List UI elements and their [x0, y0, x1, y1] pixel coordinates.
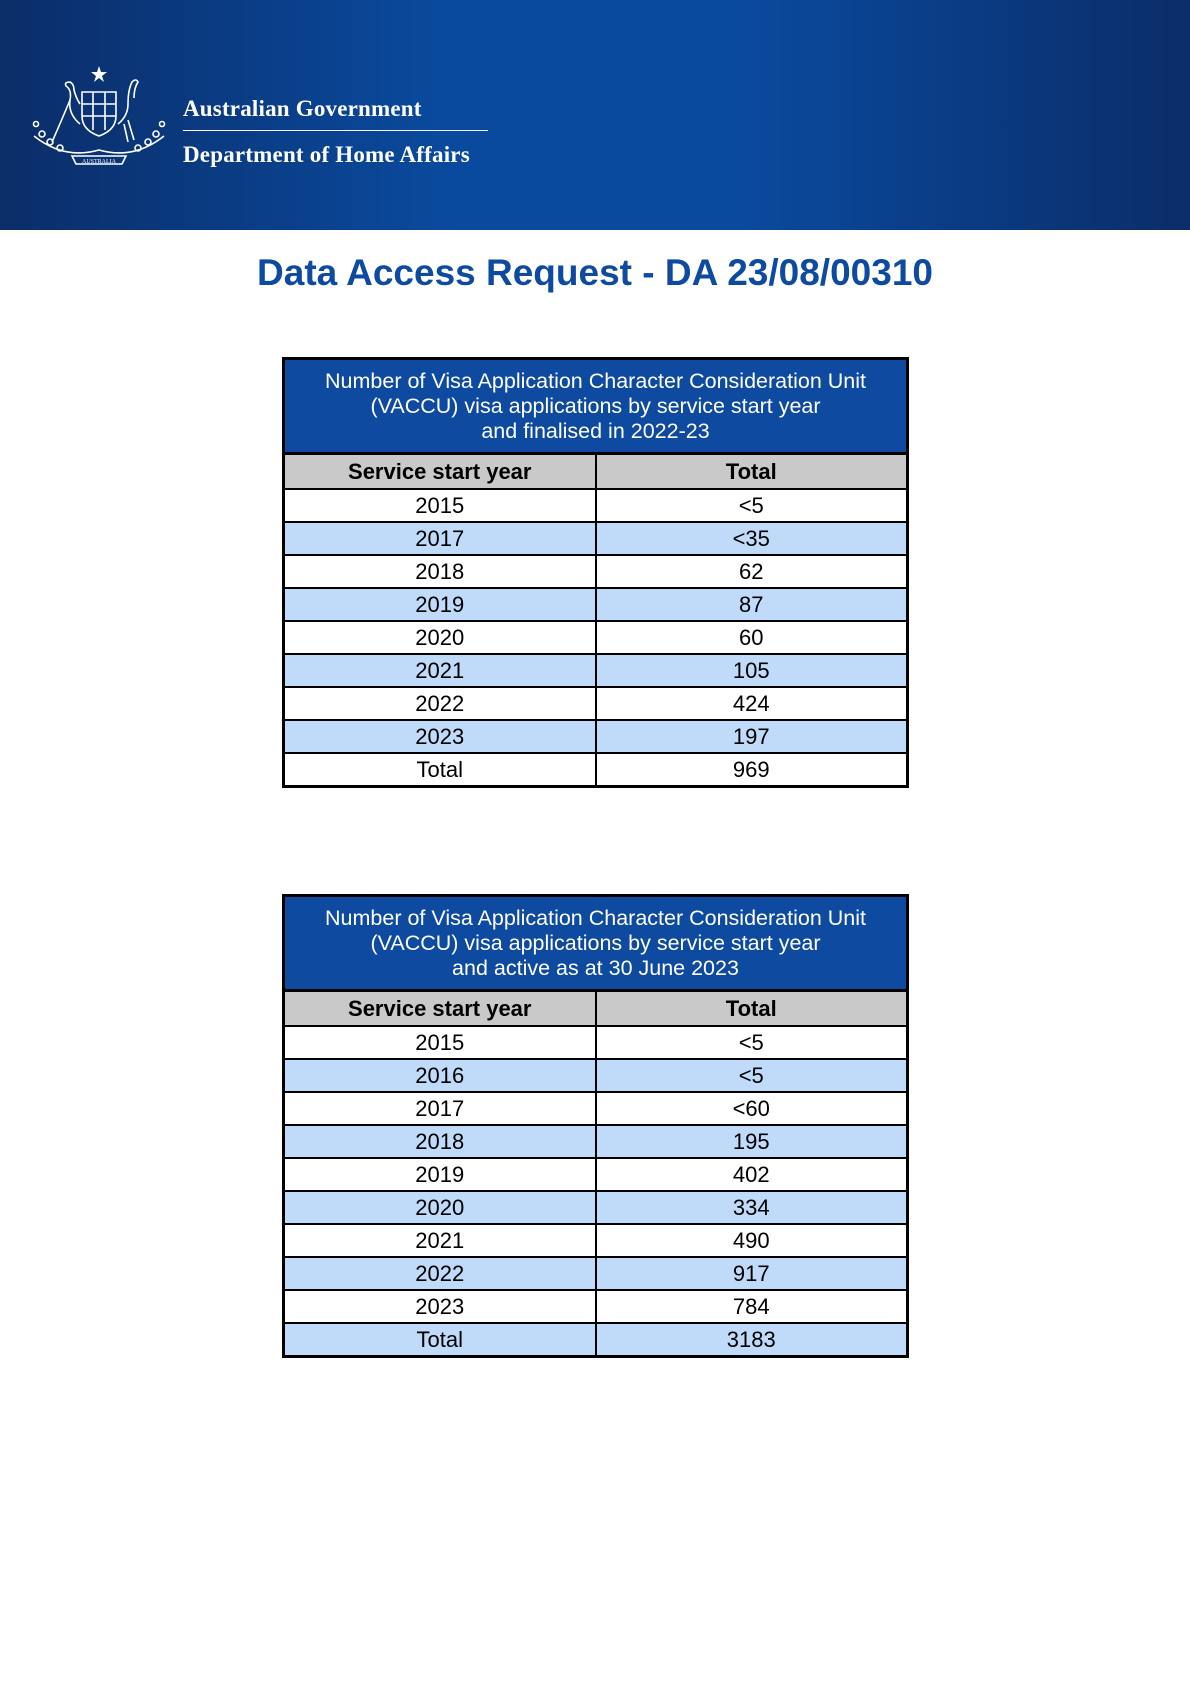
caption-line: (VACCU) visa applications by service start year [370, 394, 821, 418]
year-cell: 2019 [284, 1158, 596, 1191]
year-cell: 2018 [284, 555, 596, 588]
total-cell: 60 [596, 621, 908, 654]
table-row [284, 1224, 908, 1257]
total-cell: 402 [596, 1158, 908, 1191]
caption-line: and finalised in 2022-23 [481, 419, 710, 443]
year-cell: 2017 [284, 1092, 596, 1125]
table-row [284, 1257, 908, 1290]
total-cell: <35 [596, 522, 908, 555]
column-header-total: Total [596, 991, 908, 1027]
table-row [284, 555, 908, 588]
grand-total-cell: 3183 [596, 1323, 908, 1357]
coat-of-arms-icon [24, 64, 174, 174]
year-cell: 2019 [284, 588, 596, 621]
total-cell: 334 [596, 1191, 908, 1224]
total-label-cell: Total [284, 753, 596, 787]
table-row [284, 489, 908, 522]
table-row [284, 1092, 908, 1125]
table-row [284, 1125, 908, 1158]
government-name: Australian Government [183, 96, 422, 121]
total-cell: <60 [596, 1092, 908, 1125]
year-cell: 2023 [284, 720, 596, 753]
year-cell: 2021 [284, 1224, 596, 1257]
year-cell: 2017 [284, 522, 596, 555]
header-divider [183, 130, 488, 131]
total-cell: <5 [596, 1026, 908, 1059]
table-row [284, 1191, 908, 1224]
total-cell: 105 [596, 654, 908, 687]
total-cell: 917 [596, 1257, 908, 1290]
table-row [284, 588, 908, 621]
table-row [284, 720, 908, 753]
column-header-service-start-year: Service start year [284, 991, 596, 1027]
svg-text:AUSTRALIA: AUSTRALIA [82, 159, 116, 165]
year-cell: 2015 [284, 1026, 596, 1059]
table-caption [284, 359, 908, 454]
column-header-total: Total [596, 454, 908, 490]
total-cell: <5 [596, 1059, 908, 1092]
year-cell: 2018 [284, 1125, 596, 1158]
document-title: Data Access Request - DA 23/08/00310 [257, 252, 933, 293]
year-cell: 2020 [284, 621, 596, 654]
grand-total-cell: 969 [596, 753, 908, 787]
table-row [284, 654, 908, 687]
year-cell: 2021 [284, 654, 596, 687]
caption-line: (VACCU) visa applications by service start year [370, 931, 821, 955]
total-cell: 87 [596, 588, 908, 621]
caption-line: Number of Visa Application Character Consideration Unit [325, 906, 866, 930]
table-row [284, 687, 908, 720]
table-row [284, 522, 908, 555]
total-cell: 424 [596, 687, 908, 720]
total-cell: 197 [596, 720, 908, 753]
year-cell: 2022 [284, 687, 596, 720]
total-cell: 195 [596, 1125, 908, 1158]
total-cell: 490 [596, 1224, 908, 1257]
total-row [284, 753, 908, 787]
total-label-cell: Total [284, 1323, 596, 1357]
year-cell: 2016 [284, 1059, 596, 1092]
finalised-applications-table [282, 357, 909, 788]
table-row [284, 1059, 908, 1092]
caption-line: Number of Visa Application Character Consideration Unit [325, 369, 866, 393]
table-caption [284, 896, 908, 991]
total-cell: 784 [596, 1290, 908, 1323]
table-row [284, 1026, 908, 1059]
total-row [284, 1323, 908, 1357]
year-cell: 2020 [284, 1191, 596, 1224]
table-row [284, 1158, 908, 1191]
year-cell: 2023 [284, 1290, 596, 1323]
department-name: Department of Home Affairs [183, 142, 470, 167]
caption-line: and active as at 30 June 2023 [452, 956, 739, 980]
total-cell: <5 [596, 489, 908, 522]
table-row [284, 1290, 908, 1323]
table-row [284, 621, 908, 654]
year-cell: 2022 [284, 1257, 596, 1290]
total-cell: 62 [596, 555, 908, 588]
year-cell: 2015 [284, 489, 596, 522]
active-applications-table [282, 894, 909, 1358]
header-banner [0, 0, 1190, 230]
column-header-service-start-year: Service start year [284, 454, 596, 490]
